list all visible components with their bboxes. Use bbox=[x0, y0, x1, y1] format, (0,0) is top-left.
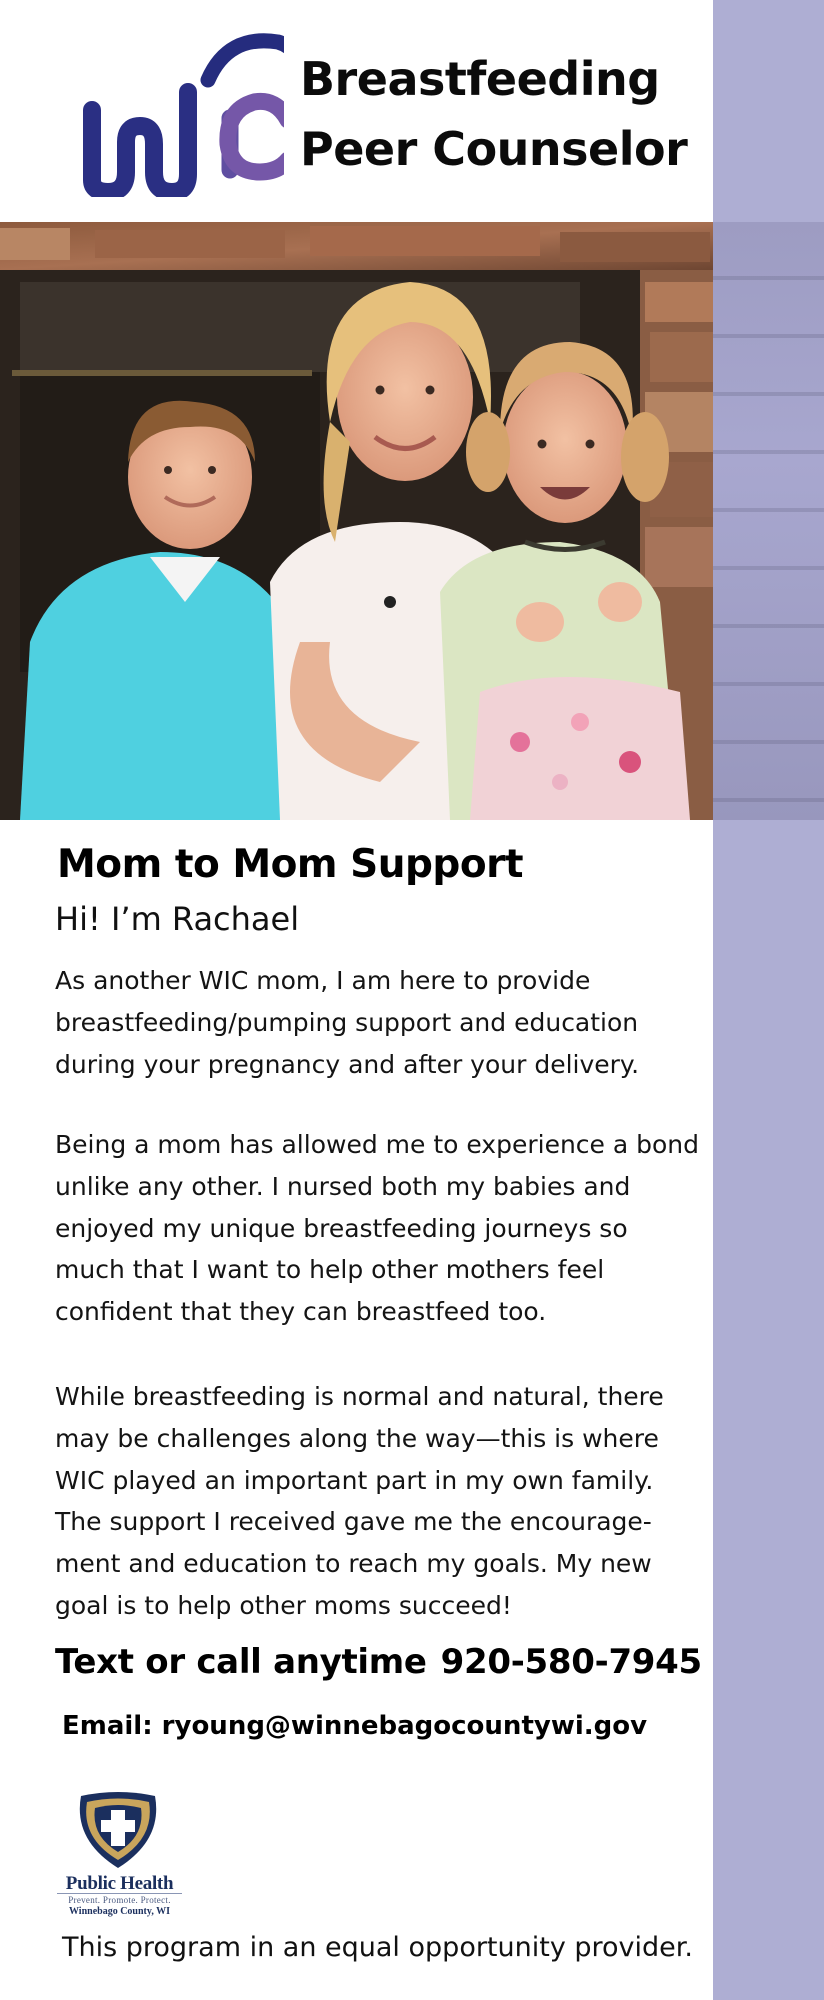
paragraph-line: Being a mom has allowed me to experience a bond bbox=[55, 1130, 700, 1159]
paragraph-bond bbox=[55, 1124, 700, 1333]
email-address[interactable]: Email: ryoung@winnebagocountywi.gov bbox=[62, 1711, 648, 1741]
contact-text-label: Text or call anytime bbox=[55, 1642, 427, 1682]
paragraph-challenges bbox=[55, 1376, 685, 1627]
sidebar-stone-strip bbox=[713, 222, 824, 820]
paragraph-line: The support I received gave me the encourage- bbox=[55, 1507, 652, 1537]
contact-phone-line bbox=[55, 1642, 702, 1682]
public-health-tagline: Prevent. Promote. Protect. bbox=[57, 1893, 182, 1905]
paragraph-line: confident that they can breastfeed too. bbox=[55, 1297, 547, 1327]
paragraph-line: WIC played an important part in my own family. bbox=[55, 1465, 654, 1495]
wic-logo bbox=[78, 32, 284, 197]
equal-opportunity-statement: This program in an equal opportunity provider. bbox=[62, 1932, 693, 1963]
section-heading: Mom to Mom Support bbox=[57, 842, 524, 887]
brochure-title bbox=[300, 44, 700, 184]
paragraph-line: goal is to help other moms succeed! bbox=[55, 1590, 512, 1620]
paragraph-line: unlike any other. I nursed both my babies and bbox=[55, 1171, 631, 1201]
title-line-2: Peer Counselor bbox=[300, 122, 688, 176]
phone-number[interactable]: 920-580-7945 bbox=[440, 1642, 702, 1682]
public-health-county: Winnebago County, WI bbox=[68, 1906, 171, 1917]
paragraph-line: much that I want to help other mothers feel bbox=[55, 1255, 605, 1285]
paragraph-line: may be challenges along the way—this is where bbox=[55, 1423, 659, 1453]
family-photo bbox=[0, 222, 713, 820]
paragraph-line: enjoyed my unique breastfeeding journeys so bbox=[55, 1213, 628, 1243]
title-line-1: Breastfeeding bbox=[300, 52, 660, 106]
paragraph-line: ment and education to reach my goals. My new bbox=[55, 1549, 652, 1579]
paragraph-line: As another WIC mom, I am here to provide bbox=[55, 966, 591, 995]
paragraph-line: during your pregnancy and after your delivery. bbox=[55, 1049, 640, 1079]
greeting: Hi! I’m Rachael bbox=[55, 900, 300, 938]
paragraph-line: While breastfeeding is normal and natural, there bbox=[55, 1382, 664, 1411]
paragraph-line: breastfeeding/pumping support and education bbox=[55, 1007, 639, 1037]
public-health-name: Public Health bbox=[65, 1873, 174, 1894]
paragraph-intro bbox=[55, 960, 685, 1085]
